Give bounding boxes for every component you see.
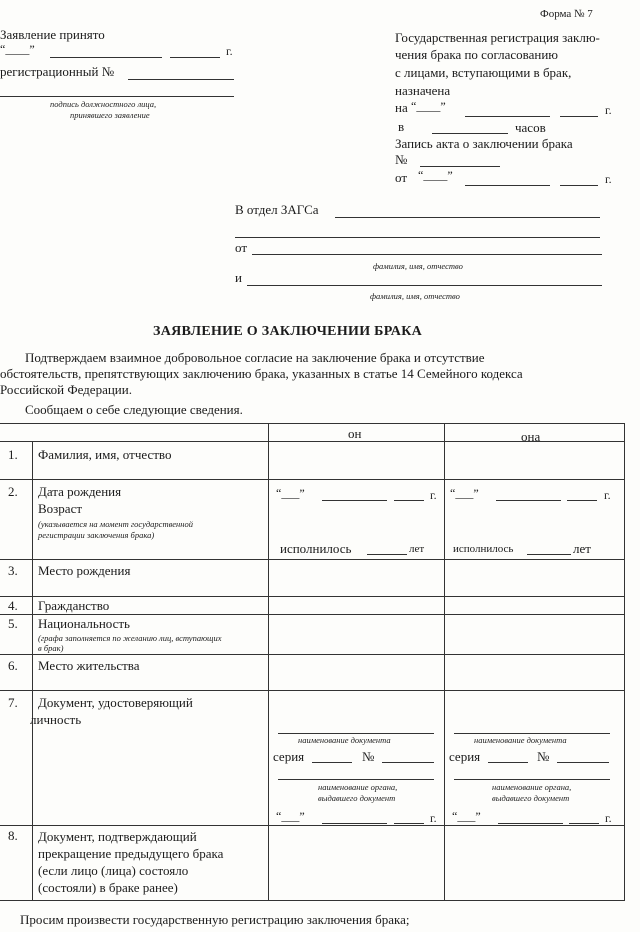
row-number: 6. (8, 658, 18, 673)
row-label-prev-marriage-2: прекращение предыдущего брака (38, 846, 224, 861)
she-birth-month-line (496, 500, 561, 501)
he-issue-date-quotes: “___” (276, 809, 305, 823)
she-issue-month-line (498, 823, 563, 824)
she-age-label: исполнилось (453, 543, 514, 555)
he-org-caption-1: наименование органа, (318, 782, 398, 792)
he-age-line (367, 554, 407, 555)
sign-caption-1: подпись должностного лица, (50, 99, 157, 109)
she-org-line (454, 779, 610, 780)
reg-number-label: регистрационный № (0, 64, 115, 79)
she-issue-year: г. (605, 811, 612, 825)
row-label-nationality: Национальность (38, 616, 130, 631)
row-label-prev-marriage-3: (если лицо (лица) состояло (38, 863, 189, 878)
right-na: на (395, 100, 408, 115)
table-hline (0, 596, 625, 597)
zags-and-line (247, 285, 602, 286)
right-month-line (465, 116, 550, 117)
right-year-line2 (560, 185, 598, 186)
right-line2: чения брака по согласованию (395, 47, 559, 62)
table-vline (268, 423, 269, 900)
she-number-label: № (537, 749, 550, 764)
right-quotes: “____” (411, 99, 446, 113)
she-age-line (527, 554, 571, 555)
row-note-age-2: регистрации заключения брака) (38, 530, 155, 540)
zags-label: В отдел ЗАГСа (235, 202, 319, 217)
row-label-birthplace: Место рождения (38, 563, 131, 578)
row-label-prev-marriage-1: Документ, подтверждающий (38, 829, 197, 844)
right-line4: назначена (395, 83, 451, 98)
column-he: он (348, 426, 362, 441)
row-number: 8. (8, 828, 18, 843)
row-number: 2. (8, 484, 18, 499)
zags-caption-2: фамилия, имя, отчество (370, 291, 460, 301)
row-number: 4. (8, 598, 18, 613)
he-series-line (312, 762, 352, 763)
row-number: 3. (8, 563, 18, 578)
she-series-label: серия (449, 749, 481, 764)
intro-line2: обстоятельств, препятствующих заключению брака, указанных в статье 14 Семейного кодекса (0, 366, 523, 381)
right-ot: от (395, 170, 408, 185)
right-year: г. (605, 103, 612, 117)
zags-from: от (235, 240, 248, 255)
row-label-name: Фамилия, имя, отчество (38, 447, 172, 462)
right-line1: Государственная регистрация заклю- (395, 30, 600, 45)
table-hline (0, 825, 625, 826)
he-issue-year: г. (430, 811, 437, 825)
he-birth-date-quotes: “___” (276, 486, 305, 500)
accepted-month-line (50, 57, 162, 58)
he-doc-name-line (278, 733, 434, 734)
row-label-citizenship: Гражданство (38, 598, 110, 613)
right-time-line (432, 133, 508, 134)
she-age-years: лет (573, 541, 591, 556)
she-issue-date-quotes: “___” (452, 809, 481, 823)
he-number-line (382, 762, 434, 763)
row-label-birthdate: Дата рождения (38, 484, 122, 499)
he-doc-name-caption: наименование документа (298, 735, 391, 745)
row-number: 7. (8, 695, 18, 710)
sign-caption-2: принявшего заявление (70, 110, 150, 120)
row-label-id-doc-2: личность (30, 712, 82, 727)
accepted-date-quotes: “____” (0, 42, 35, 56)
she-birth-year: г. (604, 488, 611, 502)
she-birth-date-quotes: “___” (450, 486, 479, 500)
intro-line4: Сообщаем о себе следующие сведения. (25, 402, 243, 417)
zags-and: и (235, 270, 242, 285)
right-year2: г. (605, 172, 612, 186)
accepted-year: г. (226, 44, 233, 58)
zags-caption-1: фамилия, имя, отчество (373, 261, 463, 271)
zags-line (335, 217, 600, 218)
row-label-age: Возраст (38, 501, 83, 516)
he-issue-month-line (322, 823, 387, 824)
footer-request: Просим произвести государственную регистрацию заключения брака; (20, 912, 410, 927)
reg-number-line (128, 79, 234, 80)
right-quotes2: “____” (418, 168, 453, 182)
he-age-label: исполнилось (280, 541, 352, 556)
table-hline (0, 614, 625, 615)
intro-line1: Подтверждаем взаимное добровольное согласие на заключение брака и отсутствие (25, 350, 485, 365)
zags-line2 (235, 237, 600, 238)
row-note-age-1: (указывается на момент государственной (38, 519, 193, 529)
table-hline (0, 654, 625, 655)
right-year-line (560, 116, 598, 117)
accepted-year-line (170, 57, 220, 58)
he-issue-year-line (394, 823, 424, 824)
right-month-line2 (465, 185, 550, 186)
row-label-residence: Место жительства (38, 658, 140, 673)
she-doc-name-caption: наименование документа (474, 735, 567, 745)
he-series-label: серия (273, 749, 305, 764)
row-note-nationality-2: в брак) (38, 643, 64, 653)
row-number: 5. (8, 616, 18, 631)
right-record: Запись акта о заключении брака (395, 136, 573, 151)
column-she: она (521, 429, 541, 444)
row-label-id-doc-1: Документ, удостоверяющий (38, 695, 193, 710)
page-title: ЗАЯВЛЕНИЕ О ЗАКЛЮЧЕНИИ БРАКА (153, 324, 423, 339)
table-hline (0, 479, 625, 480)
he-org-caption-2: выдавшего документ (318, 793, 396, 803)
form-number: Форма № 7 (540, 8, 593, 20)
table-hline (0, 559, 625, 560)
he-age-years: лет (409, 543, 425, 555)
she-doc-name-line (454, 733, 610, 734)
he-birth-year-line (394, 500, 424, 501)
she-series-line (488, 762, 528, 763)
he-birth-month-line (322, 500, 387, 501)
she-org-caption-2: выдавшего документ (492, 793, 570, 803)
signature-line (0, 96, 234, 97)
right-v: в (398, 119, 405, 134)
table-vline (32, 442, 33, 900)
he-number-label: № (362, 749, 375, 764)
table-hline (0, 900, 625, 901)
table-vline (624, 423, 625, 900)
she-org-caption-1: наименование органа, (492, 782, 572, 792)
row-number: 1. (8, 447, 18, 462)
she-number-line (557, 762, 609, 763)
right-line3: с лицами, вступающими в брак, (395, 65, 572, 80)
row-label-prev-marriage-4: (состояли) в браке ранее) (38, 880, 178, 895)
right-no: № (395, 152, 408, 167)
accepted-label: Заявление принято (0, 27, 105, 42)
table-hline (0, 690, 625, 691)
table-vline (444, 423, 445, 900)
she-birth-year-line (567, 500, 597, 501)
he-org-line (278, 779, 434, 780)
intro-line3: Российской Федерации. (0, 382, 132, 397)
zags-from-line (252, 254, 602, 255)
row-note-nationality-1: (графа заполняется по желанию лиц, вступающих (38, 633, 222, 643)
table-hline (0, 423, 625, 424)
right-hours: часов (515, 120, 546, 135)
he-birth-year: г. (430, 488, 437, 502)
she-issue-year-line (569, 823, 599, 824)
right-record-line (420, 166, 500, 167)
